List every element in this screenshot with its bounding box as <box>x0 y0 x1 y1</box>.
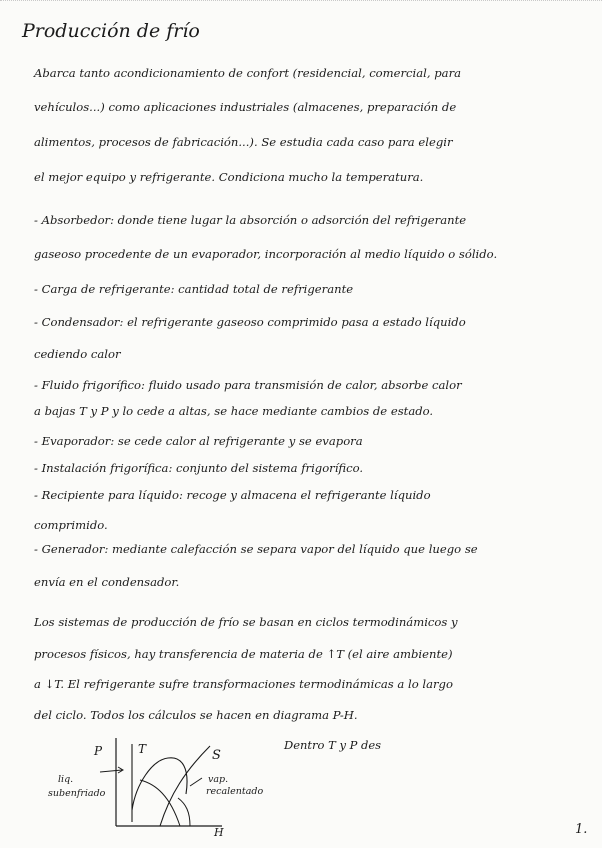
text-line-20: a ↓T. El refrigerante sufre transformaciones termodinámicas a lo largo <box>34 677 453 691</box>
arrow-line <box>100 770 122 772</box>
text-line-9: cediendo calor <box>34 347 121 361</box>
label-liq: liq. <box>58 774 74 785</box>
superheated-arrow <box>190 778 202 786</box>
label-s: S <box>212 748 221 763</box>
text-line-10: - Fluido frigorífico: fluido usado para transmisión de calor, absorbe calor <box>34 378 462 392</box>
label-h: H <box>214 826 224 839</box>
text-line-5: - Absorbedor: donde tiene lugar la absorción o adsorción del refrigerante <box>34 213 467 227</box>
label-subenfriado: subenfriado <box>48 788 106 799</box>
text-line-2: vehículos...) como aplicaciones industriales (almacenes, preparación de <box>34 100 457 114</box>
label-vap: vap. <box>208 774 229 785</box>
text-line-6: gaseoso procedente de un evaporador, incorporación al medio líquido o sólido. <box>34 247 498 261</box>
text-line-21: del ciclo. Todos los cálculos se hacen en diagrama P-H. <box>34 708 358 722</box>
page-title: Producción de frío <box>22 20 200 42</box>
text-line-17: envía en el condensador. <box>34 575 180 589</box>
text-line-3: alimentos, procesos de fabricación...). Se estudia cada caso para elegir <box>34 135 453 149</box>
text-line-12: - Evaporador: se cede calor al refrigerante y se evapora <box>34 434 363 448</box>
text-line-18: Los sistemas de producción de frío se basan en ciclos termodinámicos y <box>34 615 458 629</box>
label-p: P <box>94 744 103 758</box>
text-line-8: - Condensador: el refrigerante gaseoso comprimido pasa a estado líquido <box>34 315 466 329</box>
page-top-edge <box>0 0 602 5</box>
label-t: T <box>138 742 147 756</box>
text-line-15: comprimido. <box>34 518 108 532</box>
text-line-7: - Carga de refrigerante: cantidad total de refrigerante <box>34 282 354 296</box>
ph-diagram <box>40 734 270 840</box>
text-line-11: a bajas T y P y lo cede a altas, se hace mediante cambios de estado. <box>34 404 434 418</box>
text-line-16: - Generador: mediante calefacción se separa vapor del líquido que luego se <box>34 542 478 556</box>
text-line-14: - Recipiente para líquido: recoge y almacena el refrigerante líquido <box>34 488 431 502</box>
text-line-19: procesos físicos, hay transferencia de materia de ↑T (el aire ambiente) <box>34 647 453 661</box>
page-number: 1. <box>575 822 588 837</box>
label-recalentado: recalentado <box>206 786 264 797</box>
diagram-note: Dentro T y P des <box>284 738 382 752</box>
lower-curve <box>178 798 190 826</box>
isotherm-curve <box>140 780 180 826</box>
text-line-4: el mejor equipo y refrigerante. Condiciona mucho la temperatura. <box>34 170 424 184</box>
text-line-1: Abarca tanto acondicionamiento de confort (residencial, comercial, para <box>34 66 462 80</box>
text-line-13: - Instalación frigorífica: conjunto del sistema frigorífico. <box>34 461 364 475</box>
